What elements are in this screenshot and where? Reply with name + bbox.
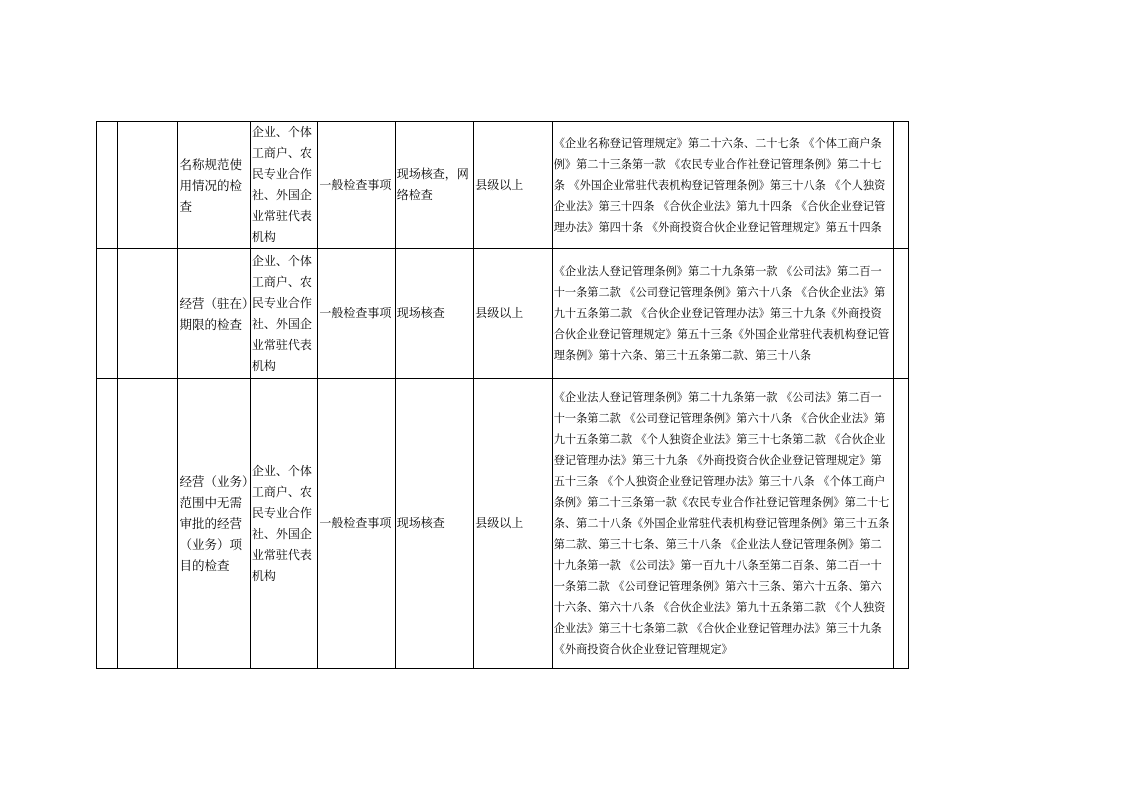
level-cell: 县级以上 (474, 249, 552, 379)
item-name-cell: 经营（业务）范围中无需审批的经营（业务）项目的检查 (178, 379, 250, 669)
legal-basis-cell: 《企业法人登记管理条例》第二十九条第一款 《公司法》第二百一十一条第二款 《公司登记管理条例》第六十八条 《合伙企业法》第九十五条第二款 《个人独资企业法》第三十七条第二款 《合伙企业登记管理办法》第三十九条 《外商投资合伙企业登记管理规定》第五十三条 《个人独资企业登记管理办法》第三十八条 《个体工商户条例》第二十三条第一款《农民专业合作社登记管理条例》第二十七条、第二十八条《外国企业常驻代表机构登记管理条例》第三十五条第二款、第三十七条、第三十八条 《企业法人登记管理条例》第二十九条第一款 《公司法》第一百九十八条至第二百条、第二百一十一条第二款 《公司登记管理条例》第六十三条、第六十五条、第六十六条、第六十八条 《合伙企业法》第九十五条第二款 《个人独资企业法》第三十七条第二款 《合伙企业登记管理办法》第三十九条 《外商投资合伙企业登记管理规定》 (552, 379, 893, 669)
blank-cell (118, 379, 178, 669)
blank-cell (118, 249, 178, 379)
blank-cell (97, 122, 118, 249)
category-cell: 一般检查事项 (318, 249, 395, 379)
subjects-cell: 企业、个体工商户、农民专业合作社、外国企业常驻代表机构 (250, 249, 317, 379)
blank-cell (893, 122, 908, 249)
method-cell: 现场核查，网络检查 (395, 122, 473, 249)
method-cell: 现场核查 (395, 379, 473, 669)
blank-cell (97, 379, 118, 669)
table-row (97, 122, 909, 249)
inspection-items-table (96, 121, 909, 669)
legal-basis-cell: 《企业名称登记管理规定》第二十六条、二十七条 《个体工商户条例》第二十三条第一款 《农民专业合作社登记管理条例》第二十七条 《外国企业常驻代表机构登记管理条例》第三十八条 《个人独资企业法》第三十四条 《合伙企业法》第九十四条 《合伙企业登记管理办法》第四十条 《外商投资合伙企业登记管理规定》第五十四条 (552, 122, 893, 249)
item-name-cell: 名称规范使用情况的检查 (178, 122, 250, 249)
table-row (97, 249, 909, 379)
blank-cell (118, 122, 178, 249)
method-cell: 现场核查 (395, 249, 473, 379)
subjects-cell: 企业、个体工商户、农民专业合作社、外国企业常驻代表机构 (250, 122, 317, 249)
blank-cell (893, 249, 908, 379)
legal-basis-cell: 《企业法人登记管理条例》第二十九条第一款 《公司法》第二百一十一条第二款 《公司登记管理条例》第六十八条 《合伙企业法》第九十五条第二款 《合伙企业登记管理办法》第三十九条《外商投资合伙企业登记管理规定》第五十三条《外国企业常驻代表机构登记管理条例》第十六条、第三十五条第二款、第三十八条 (552, 249, 893, 379)
item-name-cell: 经营（驻在）期限的检查 (178, 249, 250, 379)
category-cell: 一般检查事项 (318, 379, 395, 669)
blank-cell (893, 379, 908, 669)
table-row (97, 379, 909, 669)
category-cell: 一般检查事项 (318, 122, 395, 249)
level-cell: 县级以上 (474, 122, 552, 249)
level-cell: 县级以上 (474, 379, 552, 669)
subjects-cell: 企业、个体工商户、农民专业合作社、外国企业常驻代表机构 (250, 379, 317, 669)
blank-cell (97, 249, 118, 379)
